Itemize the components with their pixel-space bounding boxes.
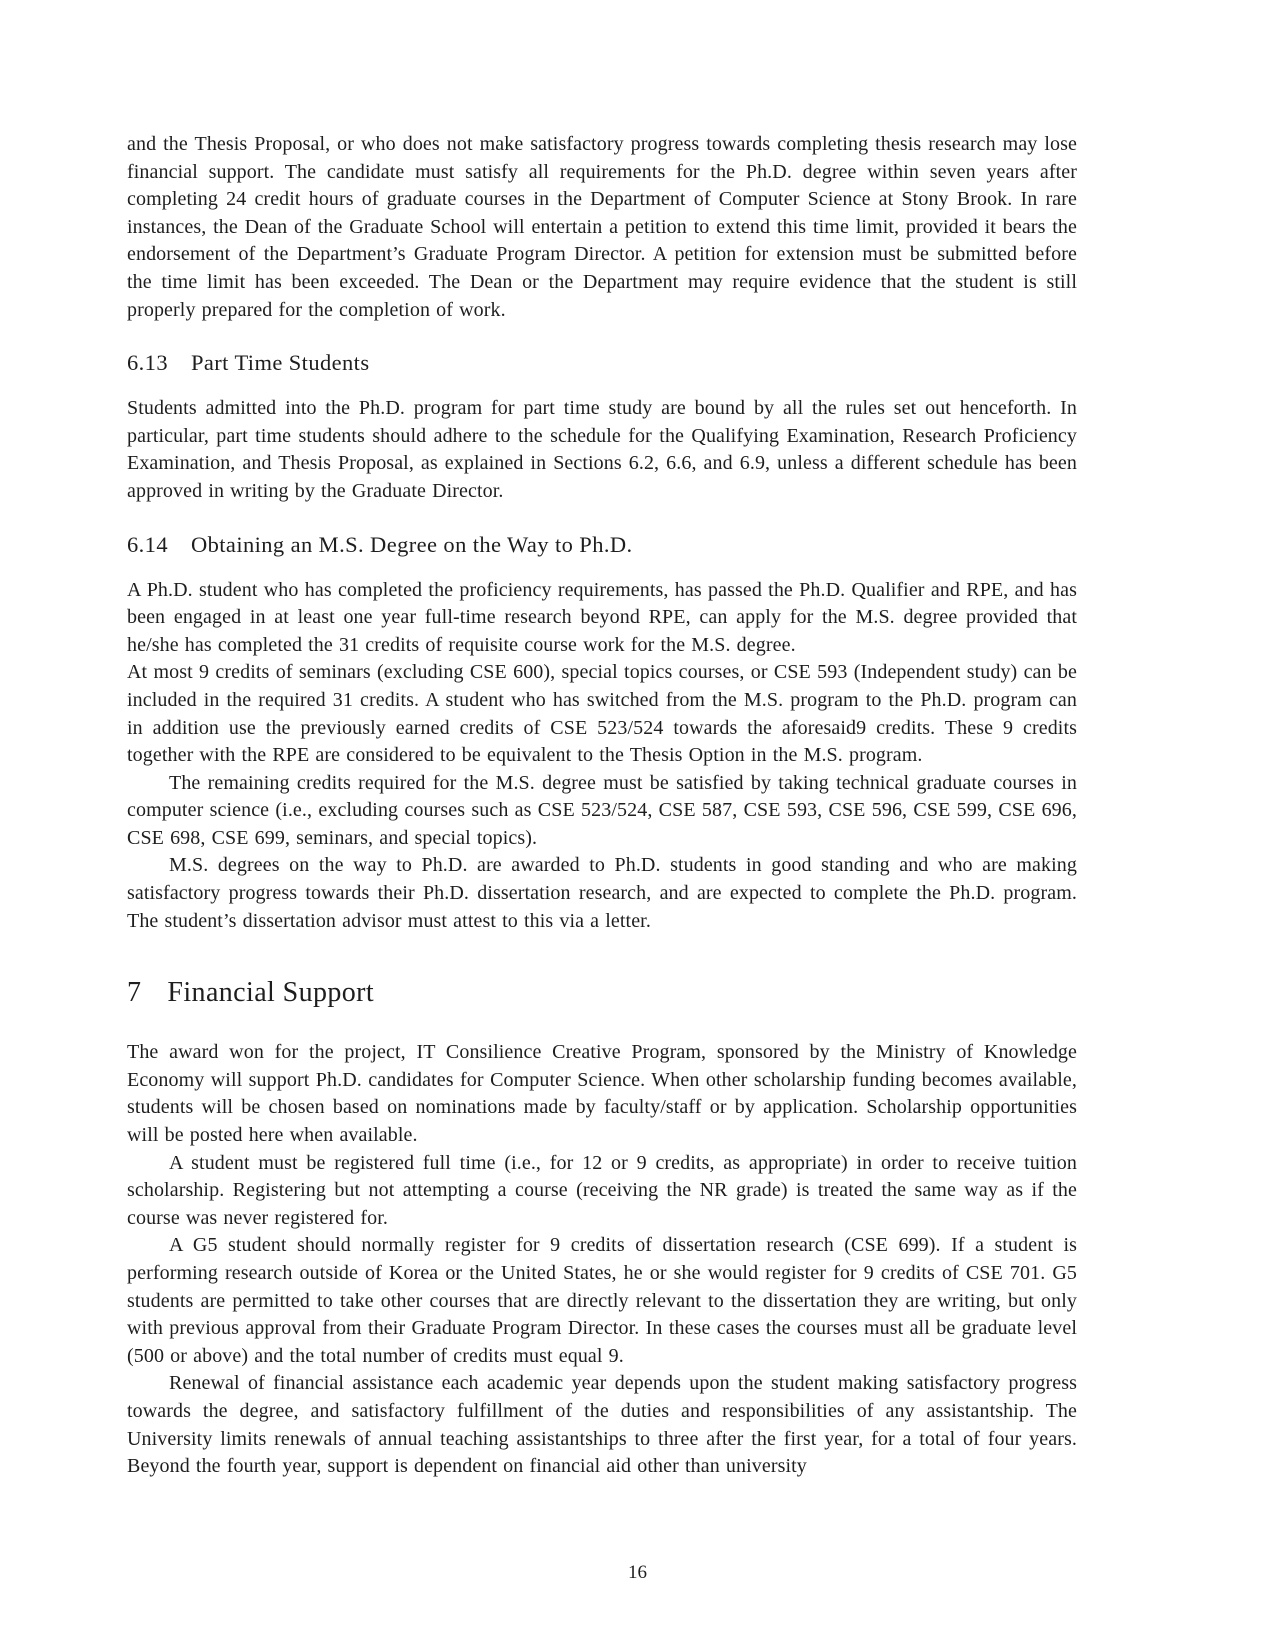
subsection-number: 6.14 [127, 531, 168, 557]
paragraph-full-time-registration: A student must be registered full time (i.e., for 12 or 9 credits, as appropriate) in order to receive tuition scholarship. Registering but not attempting a course (receiving the NR grade) is treated the same way as if the course was never registered for. [127, 1151, 1077, 1229]
paragraph-g5-student: A G5 student should normally register for 9 credits of dissertation research (CSE 699). If a student is performing research outside of Korea or the United States, he or she would register for 9 credits of CSE 701. G5 students are permitted to take other courses that are directly relevant to the dissertation they are writing, but only with previous approval from their Graduate Program Director. In these cases the courses must all be graduate level (500 or above) and the total number of credits must equal 9. [127, 1234, 1077, 1367]
subsection-number: 6.13 [127, 350, 168, 376]
section-title: Financial Support [167, 977, 375, 1009]
paragraph-part-time-students: Students admitted into the Ph.D. program for part time study are bound by all the rules set out henceforth. In particular, part time students should adhere to the schedule for the Qualifying Examination, Research Proficiency Examination, and Thesis Proposal, as explained in Sections 6.2, 6.6, and 6.9, unless a different schedule has been approved in writing by the Graduate Director. [127, 397, 1077, 502]
subsection-title: Part Time Students [190, 350, 370, 376]
section-heading-financial-support [127, 975, 1077, 1011]
page-number: 16 [628, 1562, 647, 1583]
section-number: 7 [127, 977, 142, 1009]
paragraph-award-project: The award won for the project, IT Consilience Creative Program, sponsored by the Ministry of Knowledge Economy will support Ph.D. candidates for Computer Science. When other scholarship funding becomes available, students will be chosen based on nominations made by faculty/staff or by application. Scholarship opportunities will be posted here when available. [127, 1041, 1077, 1147]
paragraph-remaining-credits: The remaining credits required for the M.S. degree must be satisfied by taking technical graduate courses in computer science (i.e., excluding courses such as CSE 523/524, CSE 587, CSE 593, CSE 596, CSE 599, CSE 696, CSE 698, CSE 699, seminars, and special topics). [127, 771, 1077, 849]
paragraph-ms-degrees-awarded: M.S. degrees on the way to Ph.D. are awarded to Ph.D. students in good standing and who are making satisfactory progress towards their Ph.D. dissertation research, and are expected to complete the Ph.D. program. The student’s dissertation advisor must attest to this via a letter. [127, 854, 1077, 932]
paragraph-ms-eligibility: A Ph.D. student who has completed the proficiency requirements, has passed the Ph.D. Qualifier and RPE, and has been engaged in at least one year full-time research beyond RPE, can apply for the M.S. degree provided that he/she has completed the 31 credits of requisite course work for the M.S. degree. [127, 578, 1077, 656]
paragraph-continuation-time-limit: and the Thesis Proposal, or who does not make satisfactory progress towards completing thesis research may lose financial support. The candidate must satisfy all requirements for the Ph.D. degree within seven years after completing 24 credit hours of graduate courses in the Department of Computer Science at Stony Brook. In rare instances, the Dean of the Graduate School will entertain a petition to extend this time limit, provided it bears the endorsement of the Department’s Graduate Program Director. A petition for extension must be submitted before the time limit has been exceeded. The Dean or the Department may require evidence that the student is still properly prepared for the completion of work. [127, 133, 1077, 321]
subsection-title: Obtaining an M.S. Degree on the Way to Ph.D. [190, 531, 633, 557]
subsection-heading-ms-on-the-way [127, 530, 1077, 559]
paragraph-seminar-credits: At most 9 credits of seminars (excluding CSE 600), special topics courses, or CSE 593 (Independent study) can be included in the required 31 credits. A student who has switched from the M.S. program to the Ph.D. program can in addition use the previously earned credits of CSE 523/524 towards the aforesaid9 credits. These 9 credits together with the RPE are considered to be equivalent to the Thesis Option in the M.S. program. [127, 661, 1077, 767]
paragraph-renewal-assistance: Renewal of financial assistance each academic year depends upon the student making satisfactory progress towards the degree, and satisfactory fulfillment of the duties and responsibilities of any assistantship. The University limits renewals of annual teaching assistantships to three after the first year, for a total of four years. Beyond the fourth year, support is dependent on financial aid other than university [127, 1372, 1077, 1478]
page-text-column [127, 131, 1077, 1481]
subsection-heading-part-time-students [127, 348, 1077, 377]
